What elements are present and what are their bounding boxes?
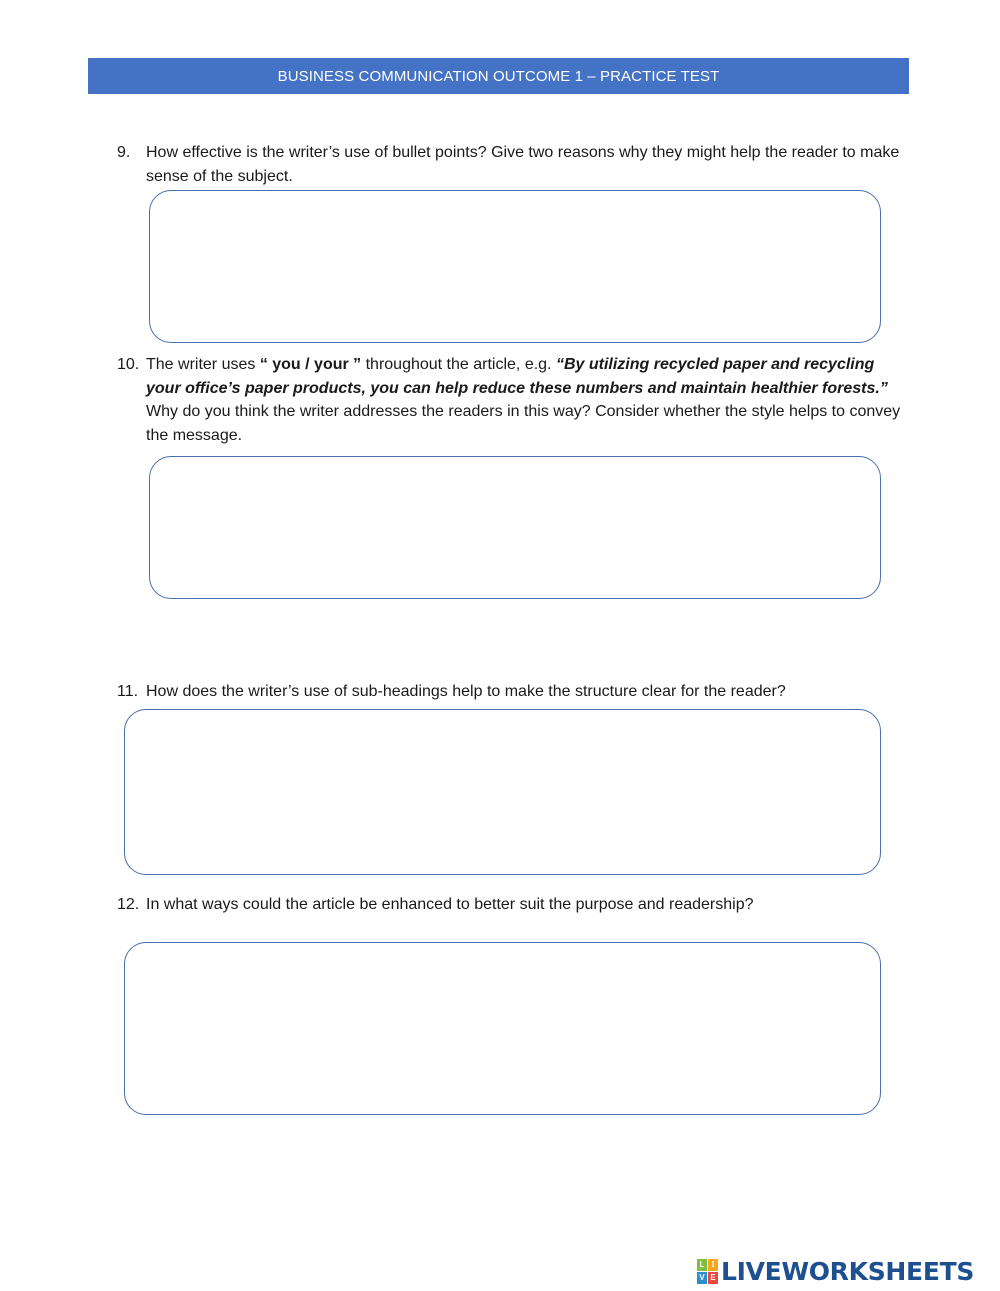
- page-title: BUSINESS COMMUNICATION OUTCOME 1 – PRACTICE TEST: [277, 67, 720, 85]
- question-11: [117, 680, 907, 704]
- question-number: 11.: [117, 683, 139, 700]
- logo-text: LIVEWORKSHEETS: [721, 1256, 975, 1286]
- question-text: How effective is the writer’s use of bullet points? Give two reasons why they might help the reader to make sense of the subject.: [146, 144, 900, 185]
- answer-box-10[interactable]: [149, 456, 881, 599]
- answer-box-9[interactable]: [149, 190, 881, 343]
- question-text-part: Why do you think the writer addresses the readers in this way? Consider whether the style helps to convey the message.: [146, 403, 901, 444]
- logo-tile: E: [708, 1272, 718, 1284]
- article-quote: “By utilizing recycled paper and recycling your office’s paper products, you can help reduce these numbers and maintain healthier forests.”: [146, 356, 888, 397]
- page-header: [88, 58, 909, 94]
- question-text-part: The writer uses: [146, 356, 260, 373]
- answer-box-11[interactable]: [124, 709, 881, 875]
- question-10: [117, 353, 907, 447]
- question-number: 9.: [117, 144, 131, 161]
- liveworksheets-logo-icon: [697, 1259, 718, 1284]
- question-text: [146, 353, 907, 447]
- logo-tile: V: [697, 1272, 707, 1284]
- question-text: How does the writer’s use of sub-headings help to make the structure clear for the reader?: [146, 683, 786, 700]
- emphasis-you-your: “ you / your ”: [259, 356, 362, 373]
- question-9: [117, 141, 907, 188]
- logo-tile: I: [708, 1259, 718, 1271]
- question-text: In what ways could the article be enhanced to better suit the purpose and readership?: [146, 896, 754, 913]
- answer-box-12[interactable]: [124, 942, 881, 1115]
- question-number: 10.: [117, 356, 140, 373]
- question-number: 12.: [117, 896, 140, 913]
- logo-tile: L: [697, 1259, 707, 1271]
- question-12: [117, 893, 907, 917]
- question-text-part: throughout the article, e.g.: [361, 356, 556, 373]
- liveworksheets-logo: [697, 1256, 974, 1286]
